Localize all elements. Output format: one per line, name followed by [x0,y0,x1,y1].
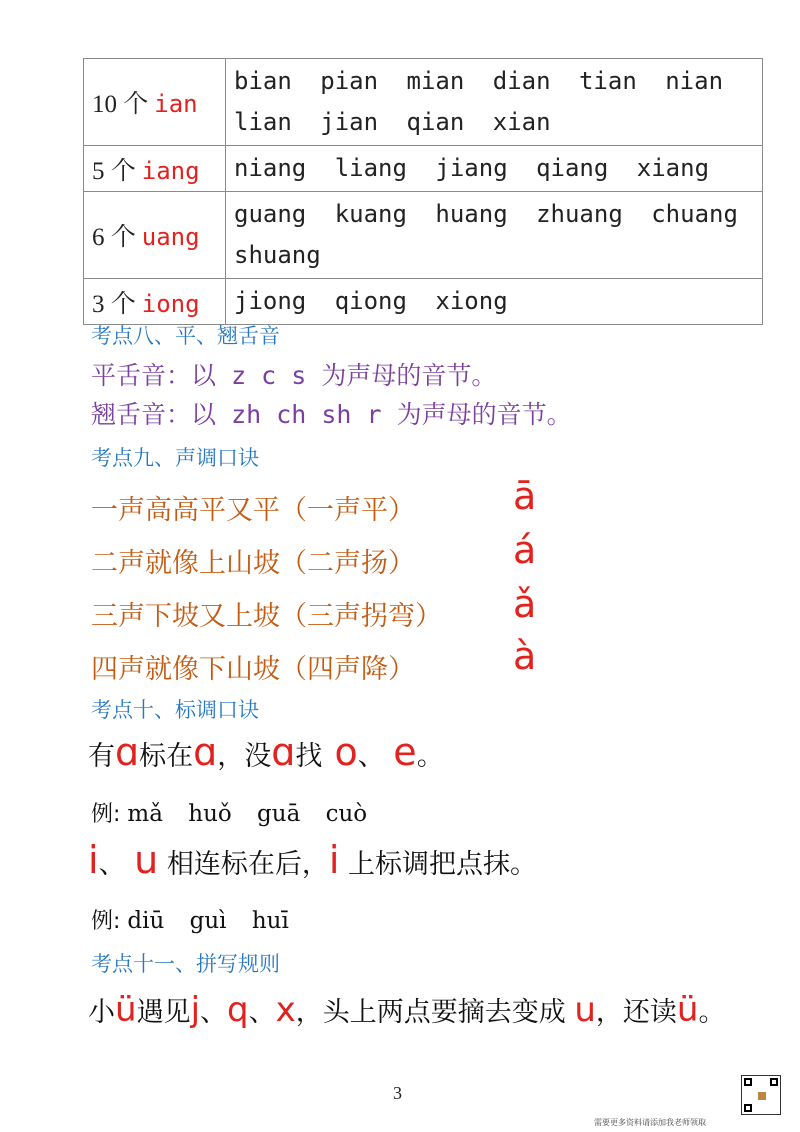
final-count: 5 个 [92,157,136,185]
rule-text: 、 [200,997,228,1028]
rule-text: 找 [295,741,323,772]
retroflex-suffix: 为声母的音节。 [396,400,572,429]
finals-table [83,58,763,325]
rule-text: 小 [88,997,115,1028]
tone-placement-rule-2 [88,838,537,882]
rule-text: 标在 [139,741,194,772]
example-2 [91,904,289,935]
letter-u-umlaut: ü [676,990,699,1030]
tone-mark-1: ā [513,474,537,518]
syllable-list: bian pian mian dian tian nian lian jian qian xian [226,59,763,146]
final-name: iang [141,156,200,185]
rule-text: 有 [88,741,115,772]
example-pinyin: mǎ huǒ guā cuò [127,801,368,827]
rule-text: 、 [98,849,135,880]
letter-u-umlaut: ü [115,990,137,1030]
rule-text: 。 [416,741,444,772]
letter-a: ɑ [193,730,218,774]
tone-mark-3: ǎ [513,582,537,626]
section-11-heading: 考点十一、拼写规则 [91,952,280,976]
rule-text: ，还读 [595,997,677,1028]
letter-a: ɑ [115,730,140,774]
footer-caption: 需要更多资料请添加我老师领取 [594,1118,706,1127]
final-name: ian [154,90,198,118]
final-label [84,146,226,192]
final-name: iong [141,289,200,318]
final-label [84,192,226,279]
rule-text: ，头上两点要摘去变成 [295,997,575,1028]
table-row [84,59,763,146]
letter-o: o [322,730,358,774]
rule-text: 、 [357,741,394,772]
example-label: 例: [91,909,121,934]
letter-i: i [88,838,99,882]
spelling-rule [88,990,725,1030]
example-label: 例: [91,802,121,827]
section-9-heading: 考点九、声调口诀 [91,446,259,470]
rule-text: 。 [698,997,726,1028]
tone-line-2: 二声就像上山坡（二声扬） [91,548,415,579]
flat-tongue-prefix: 平舌音：以 [91,361,217,390]
table-row [84,192,763,279]
letter-u: u [574,990,596,1030]
qr-code-icon [741,1075,781,1115]
letter-e: e [393,730,417,774]
section-10-heading: 考点十、标调口诀 [91,698,259,722]
flat-tongue-letters: z c s [216,361,322,390]
flat-tongue-suffix: 为声母的音节。 [321,361,497,390]
letter-u: u [134,838,159,882]
syllable-list: guang kuang huang zhuang chuang shuang [226,192,763,279]
retroflex-prefix: 翘舌音：以 [91,400,217,429]
letter-q: q [227,990,249,1030]
retroflex-letters: zh ch sh r [216,400,397,429]
flat-tongue-line [91,356,496,392]
tone-line-3: 三声下坡又上坡（三声拐弯） [91,601,442,632]
tone-line-1: 一声高高平又平（一声平） [91,495,415,526]
letter-x: x [275,990,296,1030]
final-label [84,279,226,325]
retroflex-line [91,395,572,431]
example-pinyin: diū guì huī [127,908,289,934]
rule-text: 相连标在后， [158,849,329,880]
final-count: 6 个 [92,224,136,251]
letter-a: ɑ [271,730,296,774]
final-name: uang [141,223,200,251]
table-row [84,279,763,325]
tone-line-4: 四声就像下山坡（四声降） [91,654,415,685]
tone-mark-2: á [513,528,537,572]
tone-placement-rule-1 [88,730,444,774]
letter-j: j [190,990,201,1030]
example-1 [91,797,367,828]
tone-mark-4: à [513,634,537,678]
syllable-list: jiong qiong xiong [226,279,763,325]
final-count: 10 个 [92,91,149,118]
page-number: 3 [393,1083,402,1103]
final-label [84,59,226,146]
table-row [84,146,763,192]
section-8-heading: 考点八、平、翘舌音 [91,324,280,348]
syllable-list: niang liang jiang qiang xiang [226,146,763,192]
letter-i: i [328,838,340,882]
rule-text: 、 [248,997,276,1028]
rule-text: 上标调把点抹。 [339,849,537,880]
final-count: 3 个 [92,290,136,318]
rule-text: ，没 [217,741,272,772]
rule-text: 遇见 [136,997,191,1028]
